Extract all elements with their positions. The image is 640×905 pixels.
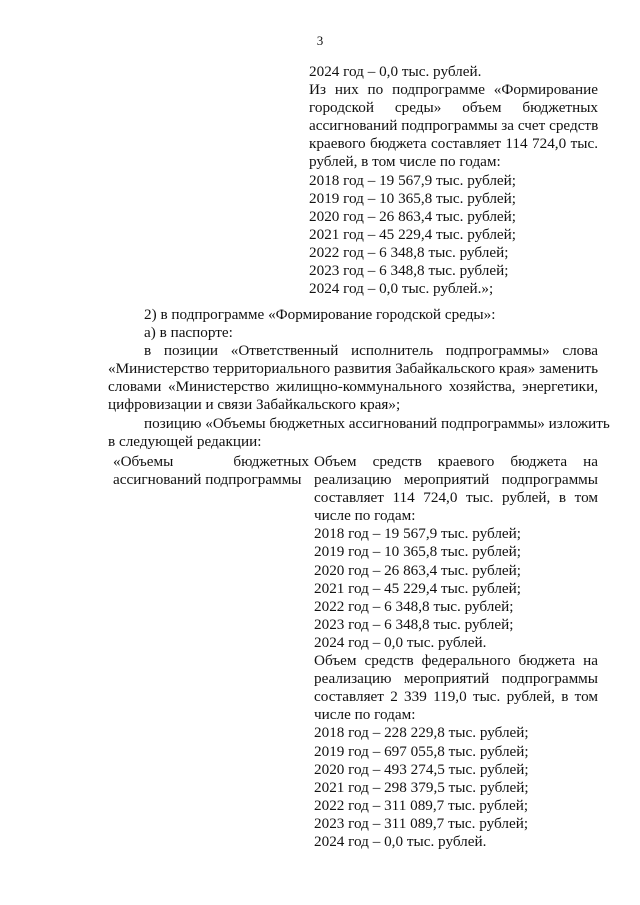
year-line: 2023 год – 311 089,7 тыс. рублей; [314,814,529,832]
year-line: 2022 год – 6 348,8 тыс. рублей; [309,243,509,261]
year-line: 2018 год – 19 567,9 тыс. рублей; [314,525,522,543]
year-line: 2019 год – 10 365,8 тыс. рублей; [309,189,517,207]
top-continuation-block [309,63,598,298]
year-line: 2018 год – 19 567,9 тыс. рублей; [309,171,517,189]
item-2: 2) в подпрограмме «Формирование городской среды»: [144,306,496,323]
cell-line: ассигнований подпрограммы [113,471,302,489]
position-line: «Министерство территориального развития Забайкальского края» заменить [108,360,598,378]
cell-line: составляет 114 724,0 тыс. рублей, в том [314,489,598,507]
year-line: 2024 год – 0,0 тыс. рублей. [314,832,487,850]
cell-line: составляет 2 339 119,0 тыс. рублей, в том [314,688,598,706]
paragraph-line: городской среды» объем бюджетных [309,99,598,117]
cell-line: числе по годам: [314,507,416,525]
main-text [108,306,610,451]
cell-line: Объем средств федерального бюджета на [314,652,598,670]
year-line: 2018 год – 228 229,8 тыс. рублей; [314,724,529,742]
year-line: 2020 год – 26 863,4 тыс. рублей; [309,207,517,225]
year-line: 2023 год – 6 348,8 тыс. рублей; [314,615,514,633]
position-line: в позиции «Ответственный исполнитель подпрограммы» слова [144,342,598,360]
volumes-line: позицию «Объемы бюджетных ассигнований подпрограммы» изложить [144,414,610,432]
year-line: 2019 год – 10 365,8 тыс. рублей; [314,543,522,561]
paragraph-line: рублей, в том числе по годам: [309,153,501,171]
year-line: 2021 год – 45 229,4 тыс. рублей; [309,225,517,243]
table-right-cell [314,453,598,851]
position-line: словами «Министерство жилищно-коммунального хозяйства, энергетики, [108,378,598,396]
page-number: 3 [316,33,324,48]
year-line: 2024 год – 0,0 тыс. рублей.»; [309,280,494,298]
paragraph-line: краевого бюджета составляет 114 724,0 тыс. [309,135,598,153]
cell-line: реализацию мероприятий подпрограммы [314,670,598,688]
paragraph-line: Из них по подпрограмме «Формирование [309,81,598,99]
paragraph-line: ассигнований подпрограммы за счет средств [309,117,599,135]
year-line: 2024 год – 0,0 тыс. рублей. [314,633,487,651]
year-line: 2023 год – 6 348,8 тыс. рублей; [309,262,509,280]
cell-line: числе по годам: [314,706,416,724]
cell-line: Объем средств краевого бюджета на [314,453,598,470]
year-line: 2022 год – 6 348,8 тыс. рублей; [314,597,514,615]
table-left-cell [113,453,309,489]
position-line: цифровизации и связи Забайкальского края»; [108,396,401,414]
year-line: 2020 год – 493 274,5 тыс. рублей; [314,760,529,778]
year-line: 2022 год – 311 089,7 тыс. рублей; [314,796,529,814]
year-line: 2021 год – 298 379,5 тыс. рублей; [314,778,529,796]
item-a: а) в паспорте: [144,324,233,342]
year-line: 2020 год – 26 863,4 тыс. рублей; [314,561,522,579]
year-line: 2021 год – 45 229,4 тыс. рублей; [314,579,522,597]
year-line: 2024 год – 0,0 тыс. рублей. [309,63,482,80]
cell-line: реализацию мероприятий подпрограммы [314,471,598,489]
cell-line: «Объемы бюджетных [113,453,309,470]
volumes-line: в следующей редакции: [108,432,262,450]
year-line: 2019 год – 697 055,8 тыс. рублей; [314,742,529,760]
